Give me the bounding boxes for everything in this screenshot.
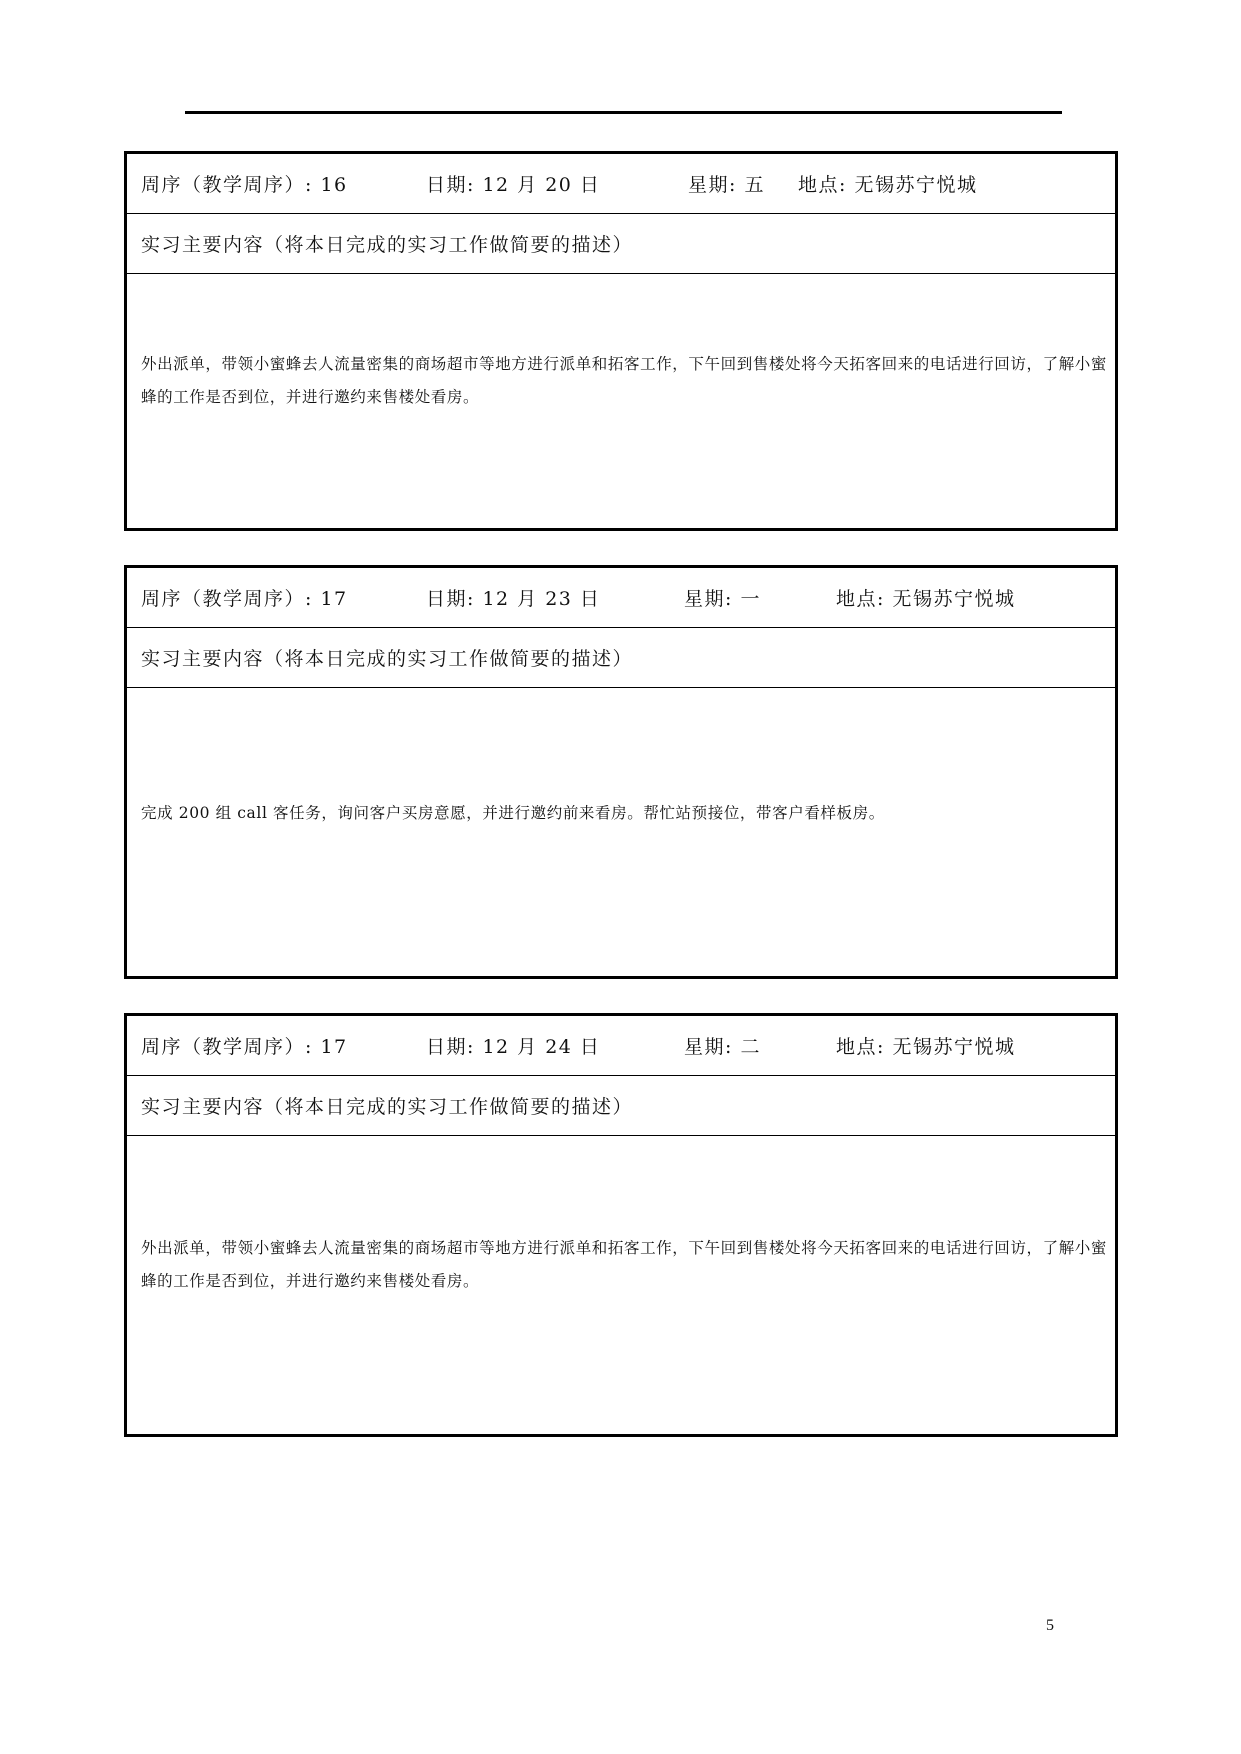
page-number: 5	[1046, 1617, 1054, 1634]
entry-date: 日期: 12 月 23 日	[426, 588, 601, 610]
content-label: 实习主要内容（将本日完成的实习工作做简要的描述）	[127, 1076, 1115, 1136]
log-entry-2	[124, 565, 1118, 979]
log-entry-1	[124, 151, 1118, 531]
content-body	[127, 688, 1115, 830]
entry-location: 地点: 无锡苏宁悦城	[836, 1036, 1016, 1058]
content-text: 外出派单，带领小蜜蜂去人流量密集的商场超市等地方进行派单和拓客工作，下午回到售楼处将今天拓客回来的电话进行回访，了解小蜜蜂的工作是否到位，并进行邀约来售楼处看房。	[141, 1239, 1108, 1290]
content-body	[127, 1136, 1115, 1298]
week-number: 周序（教学周序）: 17	[141, 1036, 348, 1058]
entry-weekday: 星期: 二	[684, 1036, 761, 1058]
content-text: 完成 200 组 call 客任务，询问客户买房意愿，并进行邀约前来看房。帮忙站预接位，带客户看样板房。	[141, 804, 885, 822]
log-entry-3	[124, 1013, 1118, 1437]
entry-weekday: 星期: 五	[688, 174, 765, 196]
entry-header-row	[127, 568, 1115, 628]
header-rule	[185, 111, 1062, 114]
entry-location: 地点: 无锡苏宁悦城	[798, 174, 978, 196]
entry-date: 日期: 12 月 24 日	[426, 1036, 601, 1058]
entry-header-row	[127, 1016, 1115, 1076]
content-text: 外出派单，带领小蜜蜂去人流量密集的商场超市等地方进行派单和拓客工作，下午回到售楼处将今天拓客回来的电话进行回访，了解小蜜蜂的工作是否到位，并进行邀约来售楼处看房。	[141, 355, 1108, 406]
entry-location: 地点: 无锡苏宁悦城	[836, 588, 1016, 610]
entry-weekday: 星期: 一	[684, 588, 761, 610]
content-body	[127, 274, 1115, 414]
entry-header-row	[127, 154, 1115, 214]
content-label: 实习主要内容（将本日完成的实习工作做简要的描述）	[127, 214, 1115, 274]
week-number: 周序（教学周序）: 17	[141, 588, 348, 610]
entry-date: 日期: 12 月 20 日	[426, 174, 601, 196]
week-number: 周序（教学周序）: 16	[141, 174, 348, 196]
content-label: 实习主要内容（将本日完成的实习工作做简要的描述）	[127, 628, 1115, 688]
